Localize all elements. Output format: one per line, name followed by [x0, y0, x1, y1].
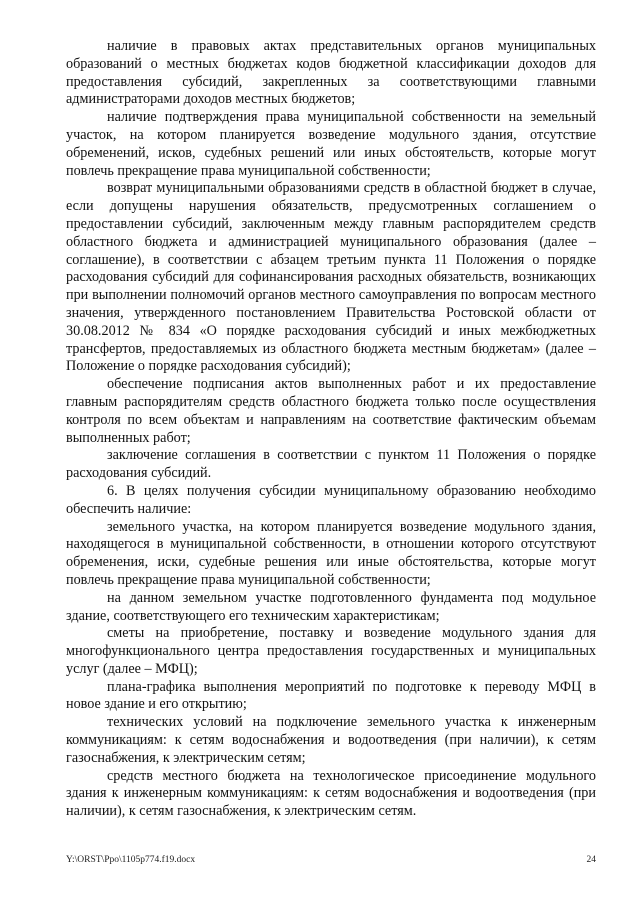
- paragraph-agreement-conclusion: заключение соглашения в соответствии с пунктом 11 Положения о порядке расходования субсидий.: [66, 447, 596, 482]
- paragraph-estimate: сметы на приобретение, поставку и возведение модульного здания для многофункционального центра предоставления государственных и муниципальных услуг (далее – МФЦ);: [66, 625, 596, 677]
- paragraph-item-6-heading: 6. В целях получения субсидии муниципальному образованию необходимо обеспечить наличие:: [66, 482, 596, 517]
- paragraph-funds-return: возврат муниципальными образованиями средств в областной бюджет в случае, если допущены нарушения обязательств, предусмотренных соглашением о предоставлении субсидий, заключенным между главным распорядителем средств областного бюджета и администрацией муниципального образования (далее – соглашение), в соответствии с абзацем третьим пункта 11 Положения о порядке расходования субсидий для софинансирования расходных обязательств, возникающих при выполнении полномочий органов местного самоуправления по вопросам местного значения, утвержденного постановлением Правительства Ростовской области от 30.08.2012 № 834 «О порядке расходования субсидий и иных межбюджетных трансфертов, предоставляемых из областного бюджета местным бюджетам» (далее – Положение о порядке расходования субсидий);: [66, 180, 596, 375]
- document-body: [66, 38, 596, 821]
- paragraph-land-plot: земельного участка, на котором планируется возведение модульного здания, находящегося в муниципальной собственности, в отношении которого отсутствуют обременения, иски, судебные решения или иные обстоятельства, которые могут повлечь прекращение права муниципальной собственности;: [66, 518, 596, 588]
- paragraph-budget-codes: наличие в правовых актах представительных органов муниципальных образований о местных бюджетах кодов бюджетной классификации доходов для предоставления субсидий, закрепленных за соответствующими главными администраторами доходов местных бюджетов;: [66, 38, 596, 108]
- paragraph-land-ownership-confirmation: наличие подтверждения права муниципальной собственности на земельный участок, на котором планируется возведение модульного здания, отсутствие обременений, исков, судебных решений или иных обстоятельств, которые могут повлечь прекращение права муниципальной собственности;: [66, 109, 596, 179]
- paragraph-acts-signing: обеспечение подписания актов выполненных работ и их предоставление главным распорядителям средств областного бюджета только после осуществления контроля по всем объектам и направлениям на соответствие фактическим объемам выполненных работ;: [66, 376, 596, 446]
- paragraph-schedule: плана-графика выполнения мероприятий по подготовке к переводу МФЦ в новое здание и его открытию;: [66, 678, 596, 713]
- paragraph-local-budget-funds: средств местного бюджета на технологическое присоединение модульного здания к инженерным коммуникациям: к сетям водоснабжения и водоотведения (при наличии), к сетям газоснабжения, к электрическим сетям.: [66, 767, 596, 820]
- paragraph-foundation: на данном земельном участке подготовленного фундамента под модульное здание, соответствующего его техническим характеристикам;: [66, 589, 596, 624]
- footer-file-path: Y:\ORST\Ppo\1105p774.f19.docx: [66, 855, 196, 865]
- page-number: 24: [586, 855, 596, 865]
- paragraph-technical-conditions: технических условий на подключение земельного участка к инженерным коммуникациям: к сетям водоснабжения и водоотведения (при наличии), к сетям газоснабжения, к электрическим сетям;: [66, 714, 596, 766]
